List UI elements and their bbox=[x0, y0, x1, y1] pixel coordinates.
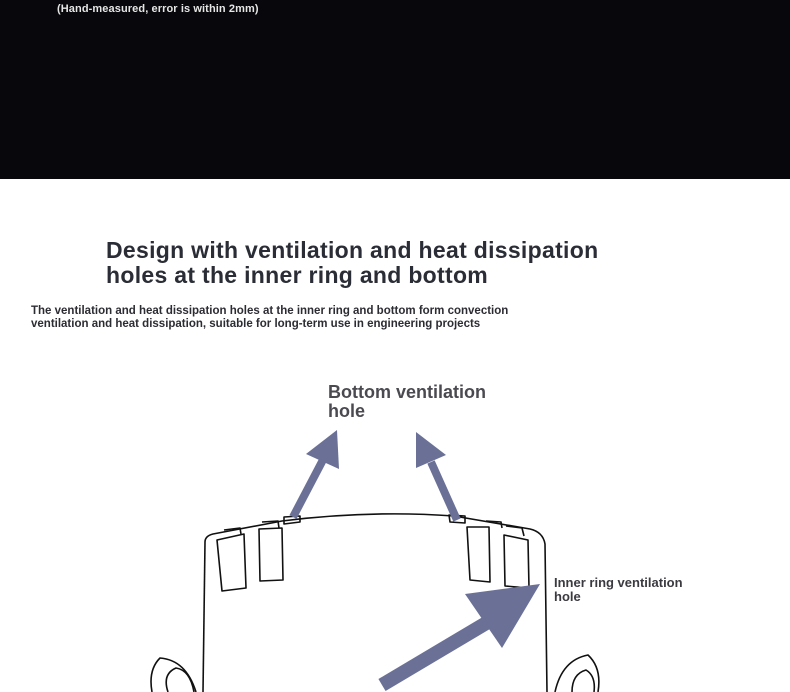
bottom-vent-arrow-left bbox=[293, 430, 339, 517]
bottom-vent-arrow-right bbox=[416, 432, 457, 520]
inner-ring-vent-label: Inner ring ventilation hole bbox=[554, 575, 683, 604]
feature-title: Design with ventilation and heat dissipation holes at the inner ring and bottom bbox=[106, 237, 599, 288]
bottom-vent-label: Bottom ventilation hole bbox=[328, 382, 486, 421]
feature-description: The ventilation and heat dissipation holes at the inner ring and bottom form convection ventilation and heat dissipation, suitable for long-term use in engineering projects bbox=[31, 305, 509, 330]
measurement-note: (Hand-measured, error is within 2mm) bbox=[57, 3, 259, 15]
product-outline bbox=[151, 514, 599, 692]
inner-ring-arrow bbox=[382, 584, 540, 685]
